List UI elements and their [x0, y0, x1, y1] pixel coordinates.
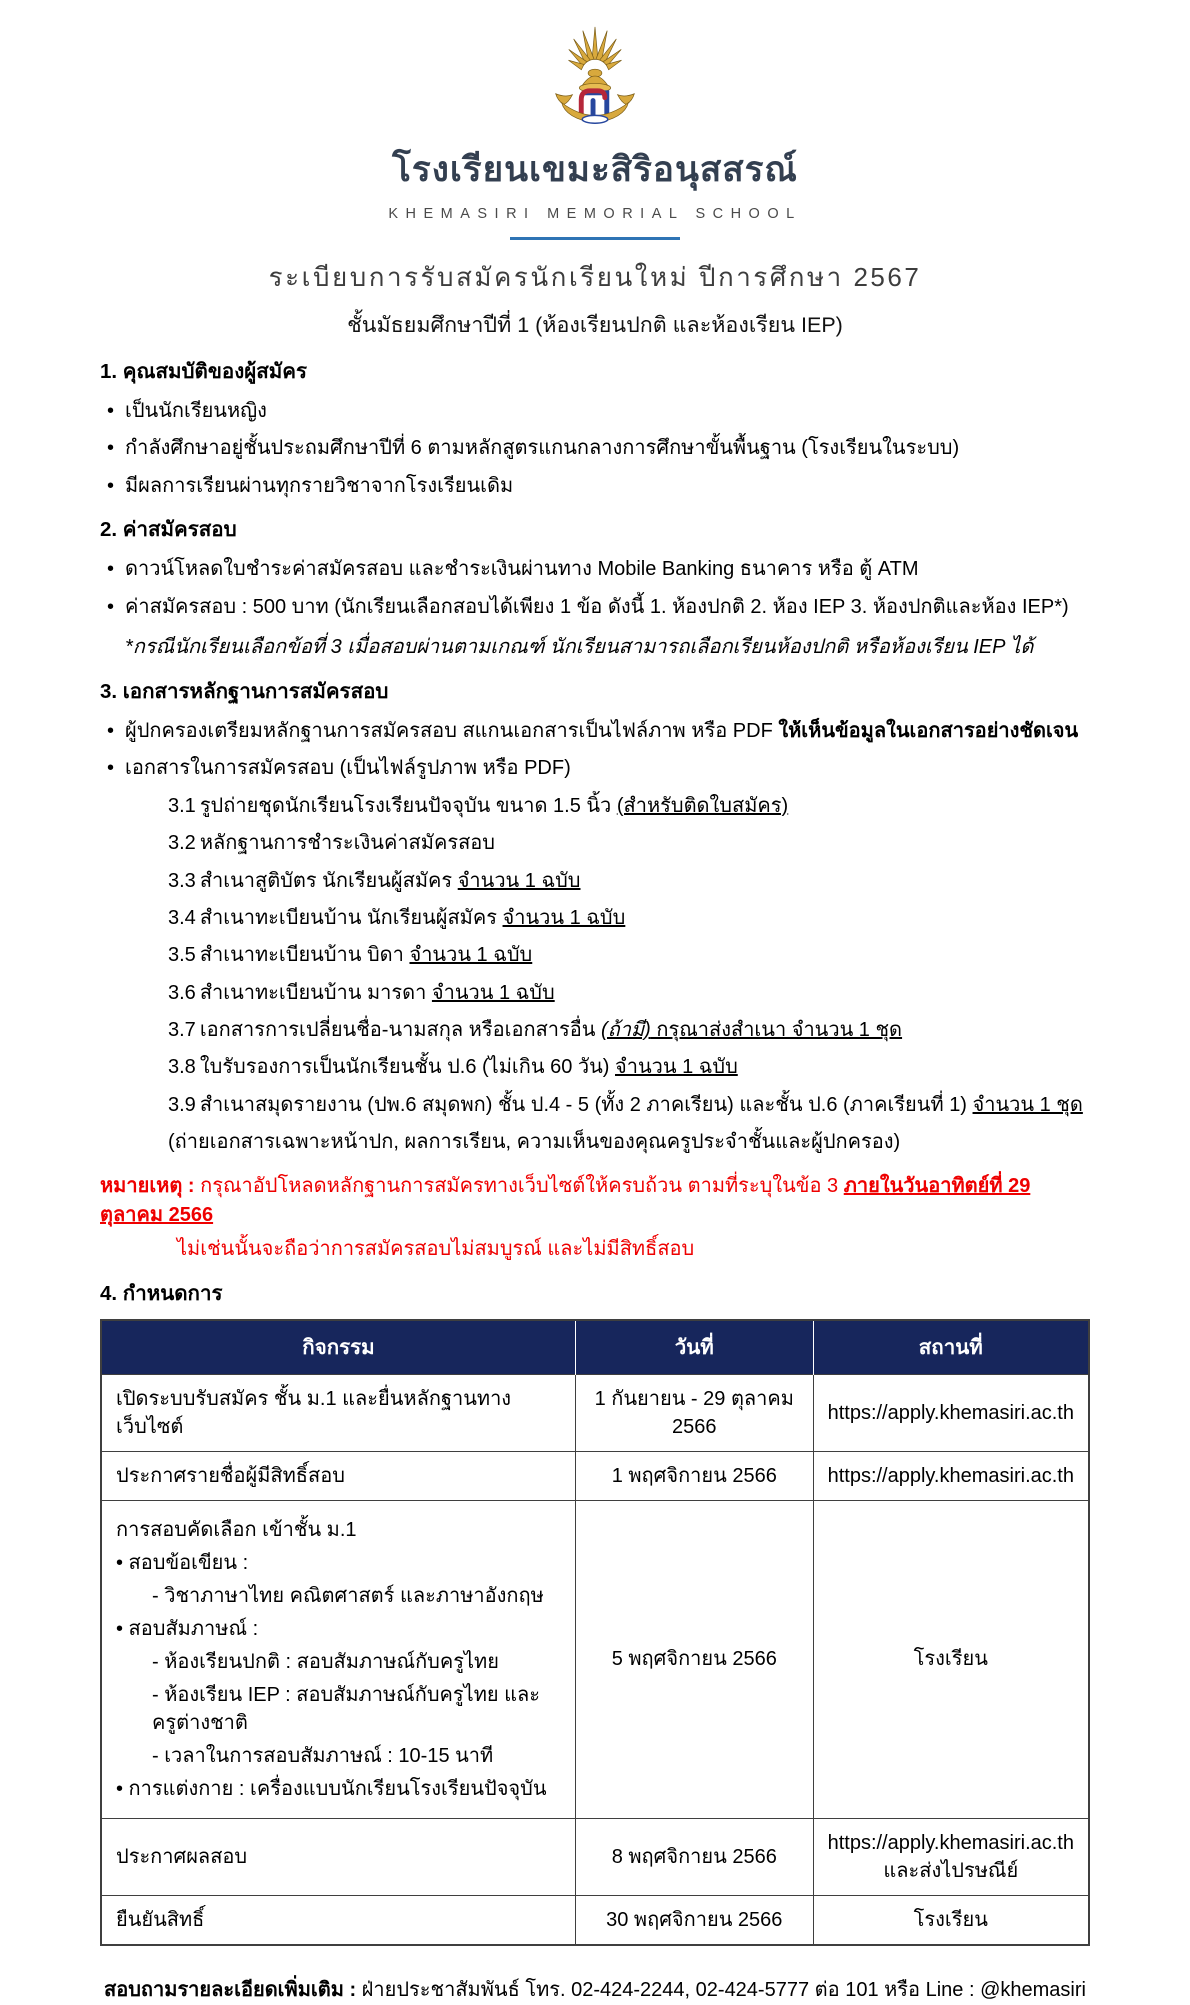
footer-contact — [100, 1973, 1090, 2005]
location-line: และส่งไปรษณีย์ — [883, 1859, 1019, 1882]
item-text: รูปถ่ายชุดนักเรียนโรงเรียนปัจจุบัน ขนาด 1.5 นิ้ว — [199, 794, 617, 817]
location-cell — [813, 1818, 1089, 1895]
item-underline: จำนวน 1 ฉบับ — [502, 906, 626, 929]
remark-note — [100, 1172, 1090, 1264]
item-underline: จำนวน 1 ฉบับ — [431, 981, 555, 1004]
activity-cell: เปิดระบบรับสมัคร ชั้น ม.1 และยื่นหลักฐานทางเว็บไซต์ — [101, 1374, 575, 1451]
footer-contact-label: สอบถามรายละเอียดเพิ่มเติม : — [104, 1978, 362, 2001]
location-cell: โรงเรียน — [813, 1895, 1089, 1945]
table-row — [101, 1500, 1089, 1818]
document-item-3-4 — [168, 904, 1090, 932]
fee-item: • ดาวน์โหลดใบชำระค่าสมัครสอบ และชำระเงินผ่านทาง Mobile Banking ธนาคาร หรือ ตู้ ATM — [100, 555, 1090, 583]
activity-line: • สอบข้อเขียน : — [116, 1551, 249, 1574]
activity-cell: ประกาศรายชื่อผู้มีสิทธิ์สอบ — [101, 1451, 575, 1500]
item-number: 3.6 — [168, 981, 196, 1004]
school-header — [100, 24, 1090, 136]
remark-deadline: ภายในวันอาทิตย์ที่ 29 ตุลาคม 2566 — [100, 1174, 1031, 1226]
document-title: ระเบียบการรับสมัครนักเรียนใหม่ ปีการศึกษา 2567 — [268, 262, 922, 292]
document-item-3-5 — [168, 941, 1090, 969]
table-header-activity: กิจกรรม — [101, 1320, 575, 1375]
footer-contact-text: ฝ่ายประชาสัมพันธ์ โทร. 02-424-2244, 02-424-5777 ต่อ 101 หรือ Line : @khemasiri — [361, 1978, 1086, 2001]
item-text: สำเนาสูติบัตร นักเรียนผู้สมัคร — [199, 869, 458, 892]
item-underline: จำนวน 1 ฉบับ — [457, 869, 581, 892]
date-cell: 1 พฤศจิกายน 2566 — [575, 1451, 813, 1500]
document-item-3-9 — [168, 1091, 1090, 1119]
section-4-heading: 4. กำหนดการ — [100, 1281, 223, 1305]
document-subtitle: ชั้นมัธยมศึกษาปีที่ 1 (ห้องเรียนปกติ และห้องเรียน IEP) — [347, 313, 843, 337]
item-underline: จำนวน 1 ฉบับ — [615, 1056, 738, 1079]
date-cell: 5 พฤศจิกายน 2566 — [575, 1500, 813, 1818]
item-number: 3.3 — [168, 869, 196, 892]
document-item-3-8 — [168, 1053, 1090, 1081]
school-name-english: KHEMASIRI MEMORIAL SCHOOL — [388, 206, 802, 222]
item-italic-underline: (ถ้ามี) — [600, 1019, 651, 1042]
header-divider — [510, 237, 680, 240]
table-row — [101, 1818, 1089, 1895]
activity-line: - วิชาภาษาไทย คณิตศาสตร์ และภาษาอังกฤษ — [152, 1584, 544, 1607]
document-item-note: (ถ่ายเอกสารเฉพาะหน้าปก, ผลการเรียน, ความเห็นของคุณครูประจำชั้นและผู้ปกครอง) — [168, 1131, 901, 1154]
schedule-table — [100, 1319, 1090, 1946]
item-number: 3.8 — [168, 1056, 196, 1079]
document-item-3-3 — [168, 867, 1090, 895]
item-number: 3.2 — [168, 832, 196, 855]
item-text: ใบรับรองการเป็นนักเรียนชั้น ป.6 (ไม่เกิน 60 วัน) — [199, 1056, 615, 1079]
location-cell: https://apply.khemasiri.ac.th — [813, 1374, 1089, 1451]
school-crest-icon — [536, 24, 654, 136]
fee-item: • ค่าสมัครสอบ : 500 บาท (นักเรียนเลือกสอบได้เพียง 1 ข้อ ดังนี้ 1. ห้องปกติ 2. ห้อง IEP 3. ห้องปกติและห้อง IEP*) — [100, 593, 1090, 621]
activity-cell: ยืนยันสิทธิ์ — [101, 1895, 575, 1945]
activity-line: - ห้องเรียนปกติ : สอบสัมภาษณ์กับครูไทย — [152, 1650, 499, 1673]
item-text: เอกสารการเปลี่ยนชื่อ-นามสกุล หรือเอกสารอื่น — [199, 1019, 601, 1042]
document-list-intro: • เอกสารในการสมัครสอบ (เป็นไฟล์รูปภาพ หรือ PDF) — [100, 754, 1090, 782]
qualification-item: • เป็นนักเรียนหญิง — [100, 397, 1090, 425]
item-text: สำเนาทะเบียนบ้าน บิดา — [199, 944, 410, 967]
section-3-heading: 3. เอกสารหลักฐานการสมัครสอบ — [100, 679, 389, 703]
remark-label: หมายเหตุ : — [100, 1174, 201, 1197]
location-cell: https://apply.khemasiri.ac.th — [813, 1451, 1089, 1500]
remark-line-2: ไม่เช่นนั้นจะถือว่าการสมัครสอบไม่สมบูรณ์ และไม่มีสิทธิ์สอบ — [177, 1237, 695, 1260]
school-name-thai: โรงเรียนเขมะสิริอนุสสรณ์ — [392, 150, 798, 189]
item-text: หลักฐานการชำระเงินค่าสมัครสอบ — [199, 832, 495, 855]
activity-line: • การแต่งกาย : เครื่องแบบนักเรียนโรงเรียนปัจจุบัน — [116, 1777, 547, 1800]
table-row — [101, 1451, 1089, 1500]
item-number: 3.4 — [168, 906, 196, 929]
item-number: 3.9 — [168, 1093, 196, 1116]
qualification-item: • กำลังศึกษาอยู่ชั้นประถมศึกษาปีที่ 6 ตามหลักสูตรแกนกลางการศึกษาขั้นพื้นฐาน (โรงเรียนในระบบ) — [100, 434, 1090, 462]
date-cell: 1 กันยายน - 29 ตุลาคม 2566 — [575, 1374, 813, 1451]
document-item-3-7 — [168, 1016, 1090, 1044]
activity-line: การสอบคัดเลือก เข้าชั้น ม.1 — [116, 1518, 357, 1541]
activity-line: - ห้องเรียน IEP : สอบสัมภาษณ์กับครูไทย และครูต่างชาติ — [152, 1683, 541, 1734]
document-instruction-bold: ให้เห็นข้อมูลในเอกสารอย่างชัดเจน — [778, 719, 1079, 742]
activity-cell — [101, 1500, 575, 1818]
item-underline: กรุณาส่งสำเนา จำนวน 1 ชุด — [650, 1019, 903, 1042]
table-row — [101, 1895, 1089, 1945]
fee-note: *กรณีนักเรียนเลือกข้อที่ 3 เมื่อสอบผ่านตามเกณฑ์ นักเรียนสามารถเลือกเรียนห้องปกติ หรือห้องเรียน IEP ได้ — [125, 635, 1034, 658]
location-cell: โรงเรียน — [813, 1500, 1089, 1818]
item-underline: จำนวน 1 ฉบับ — [409, 944, 533, 967]
document-instruction-text: ผู้ปกครองเตรียมหลักฐานการสมัครสอบ สแกนเอกสารเป็นไฟล์ภาพ หรือ PDF — [125, 719, 779, 742]
item-underline: (สำหรับติดใบสมัคร) — [616, 794, 789, 817]
table-header-row — [101, 1320, 1089, 1375]
qualification-item: • มีผลการเรียนผ่านทุกรายวิชาจากโรงเรียนเดิม — [100, 472, 1090, 500]
date-cell: 8 พฤศจิกายน 2566 — [575, 1818, 813, 1895]
item-text: สำเนาสมุดรายงาน (ปพ.6 สมุดพก) ชั้น ป.4 - 5 (ทั้ง 2 ภาคเรียน) และชั้น ป.6 (ภาคเรียนที่ 1) — [199, 1093, 973, 1116]
activity-line: • สอบสัมภาษณ์ : — [116, 1617, 259, 1640]
item-number: 3.5 — [168, 944, 196, 967]
item-number: 3.1 — [168, 794, 196, 817]
table-header-date: วันที่ — [575, 1320, 813, 1375]
remark-line-1 — [100, 1172, 1090, 1230]
date-cell: 30 พฤศจิกายน 2566 — [575, 1895, 813, 1945]
item-number: 3.7 — [168, 1019, 196, 1042]
activity-line: - เวลาในการสอบสัมภาษณ์ : 10-15 นาที — [152, 1744, 494, 1767]
table-header-location: สถานที่ — [813, 1320, 1089, 1375]
document-item-3-1 — [168, 792, 1090, 820]
item-text: สำเนาทะเบียนบ้าน นักเรียนผู้สมัคร — [199, 906, 503, 929]
section-2-heading: 2. ค่าสมัครสอบ — [100, 518, 237, 542]
location-line: https://apply.khemasiri.ac.th — [827, 1831, 1074, 1854]
item-underline: จำนวน 1 ชุด — [972, 1093, 1083, 1116]
document-item-3-2 — [168, 829, 1090, 857]
table-row — [101, 1374, 1089, 1451]
section-1-heading: 1. คุณสมบัติของผู้สมัคร — [100, 360, 307, 383]
document-item-3-6 — [168, 979, 1090, 1007]
item-text: สำเนาทะเบียนบ้าน มารดา — [199, 981, 432, 1004]
document-instruction — [100, 717, 1090, 745]
activity-cell: ประกาศผลสอบ — [101, 1818, 575, 1895]
remark-text: กรุณาอัปโหลดหลักฐานการสมัครทางเว็บไซต์ให้ครบถ้วน ตามที่ระบุในข้อ 3 — [200, 1174, 844, 1197]
